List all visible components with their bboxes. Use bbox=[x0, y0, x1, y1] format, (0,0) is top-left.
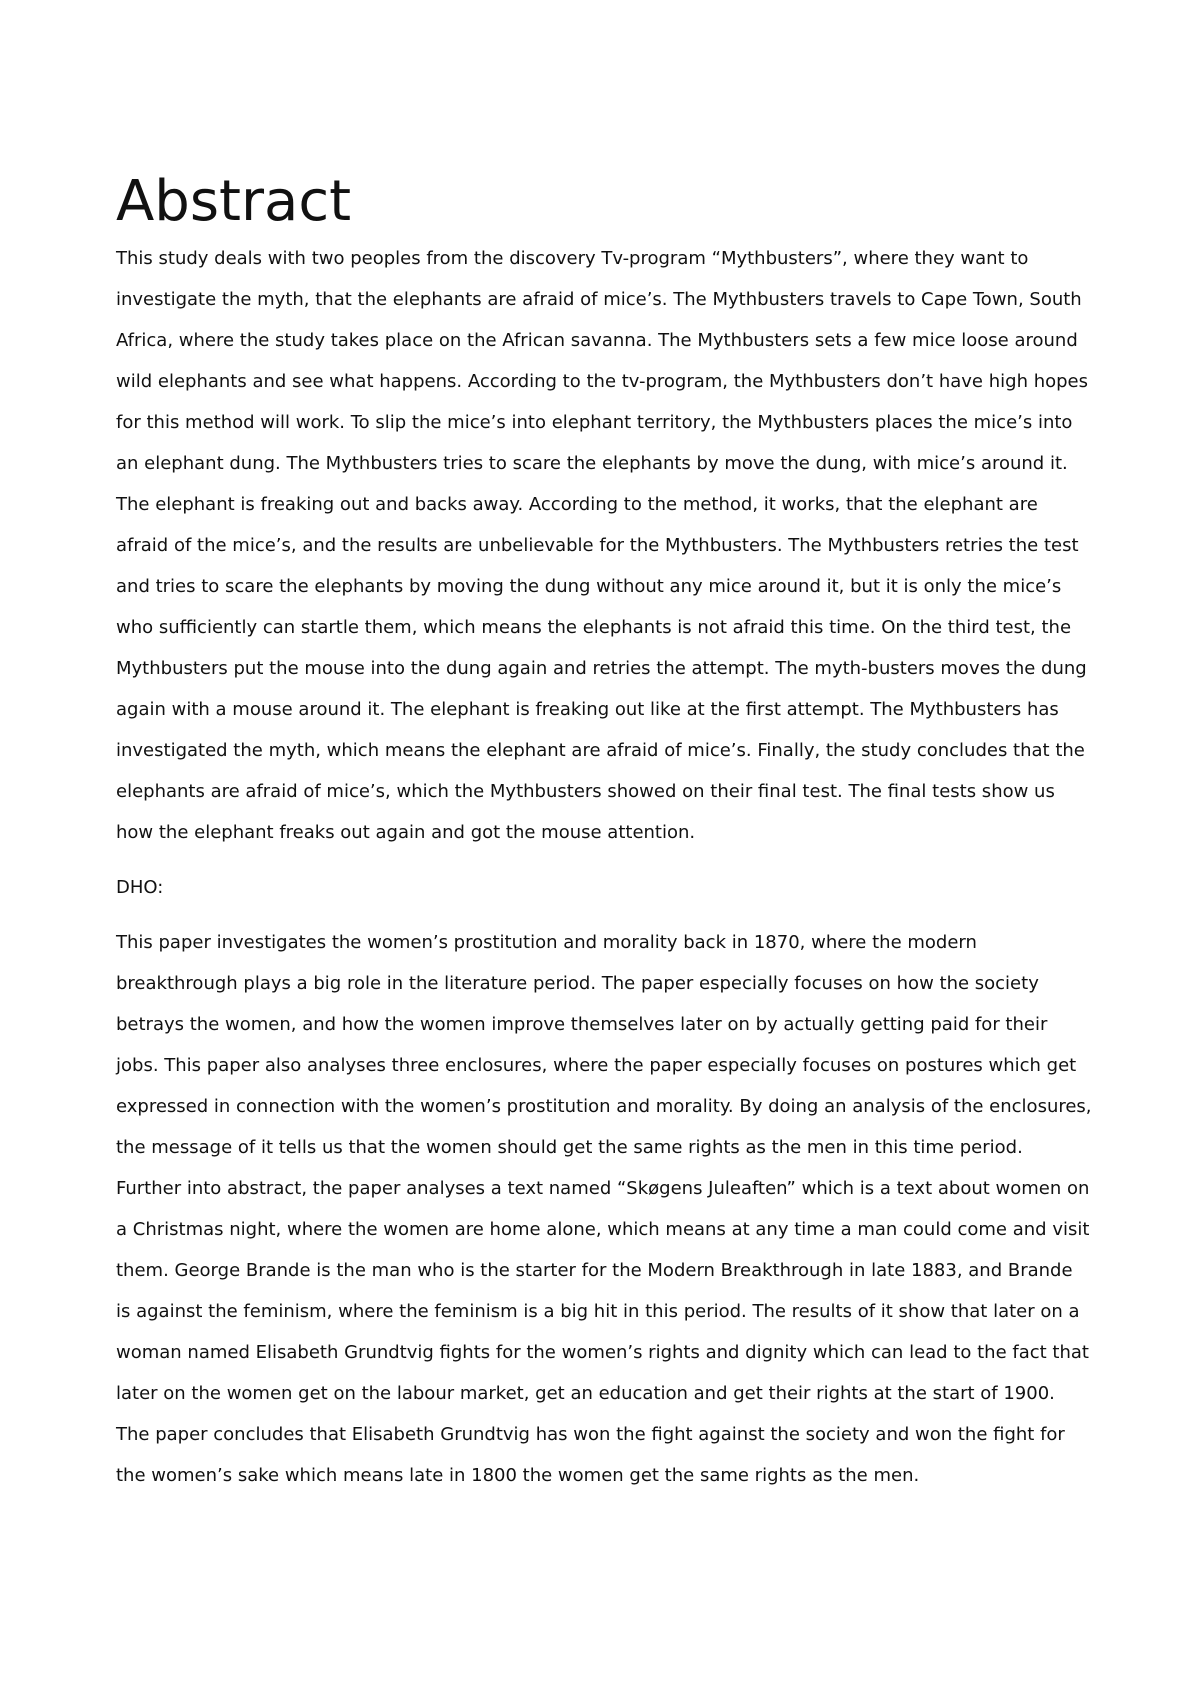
document-body bbox=[116, 170, 1092, 1496]
section-label-dho: DHO: bbox=[116, 877, 164, 898]
abstract-paragraph-mythbusters: This study deals with two peoples from the discovery Tv-program “Mythbusters”, where they want to investigate the myth, that the elephants are afraid of mice’s. The Mythbusters travels to Cape Town, South Africa, where the study takes place on the African savanna. The Mythbusters sets a few mice loose around wild elephants and see what happens. According to the tv-program, the Mythbusters don’t have high hopes for this method will work. To slip the mice’s into elephant territory, the Mythbusters places the mice’s into an elephant dung. The Mythbusters tries to scare the elephants by move the dung, with mice’s around it. The elephant is freaking out and backs away. According to the method, it works, that the elephant are afraid of the mice’s, and the results are unbelievable for the Mythbusters. The Mythbusters retries the test and tries to scare the elephants by moving the dung without any mice around it, but it is only the mice’s who sufficiently can startle them, which means the elephants is not afraid this time. On the third test, the Mythbusters put the mouse into the dung again and retries the attempt. The myth-busters moves the dung again with a mouse around it. The elephant is freaking out like at the first attempt. The Mythbusters has investigated the myth, which means the elephant are afraid of mice’s. Finally, the study concludes that the elephants are afraid of mice’s, which the Mythbusters showed on their final test. The final tests show us how the elephant freaks out again and got the mouse attention. bbox=[116, 248, 1088, 843]
document-title: Abstract bbox=[116, 169, 352, 234]
abstract-paragraph-dho: This paper investigates the women’s prostitution and morality back in 1870, where the modern breakthrough plays a big role in the literature period. The paper especially focuses on how the society betrays the women, and how the women improve themselves later on by actually getting paid for their jobs. This paper also analyses three enclosures, where the paper especially focuses on postures which get expressed in connection with the women’s prostitution and morality. By doing an analysis of the enclosures, the message of it tells us that the women should get the same rights as the men in this time period. Further into abstract, the paper analyses a text named “Skøgens Juleaften” which is a text about women on a Christmas night, where the women are home alone, which means at any time a man could come and visit them. George Brande is the man who is the starter for the Modern Breakthrough in late 1883, and Brande is against the feminism, where the feminism is a big hit in this period. The results of it show that later on a woman named Elisabeth Grundtvig fights for the women’s rights and dignity which can lead to the fact that later on the women get on the labour market, get an education and get their rights at the start of 1900. The paper concludes that Elisabeth Grundtvig has won the fight against the society and won the fight for the women’s sake which means late in 1800 the women get the same rights as the men. bbox=[116, 932, 1092, 1486]
